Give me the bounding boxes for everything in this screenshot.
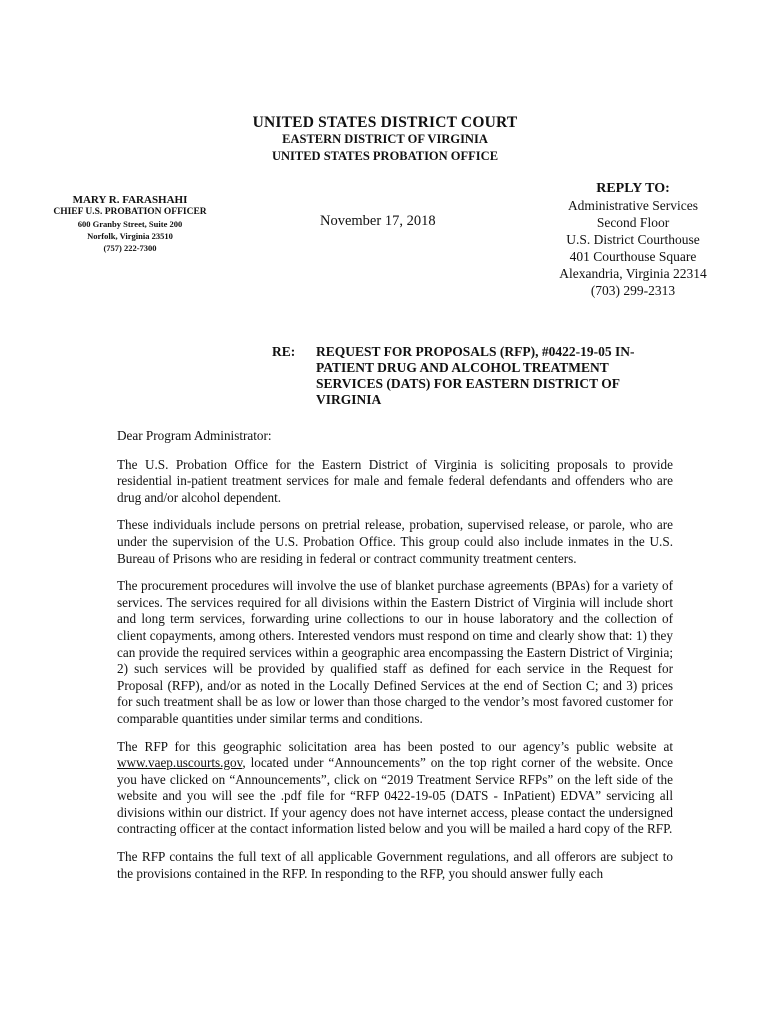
officer-city: Norfolk, Virginia 23510 xyxy=(87,231,173,241)
salutation: Dear Program Administrator: xyxy=(117,428,272,443)
paragraph-2: These individuals include persons on pretrial release, probation, supervised release, or parole, who are under the supervision of the U.S. Probation Office. This group could also include inmates in the U.S. Bureau of Prisons who are residing in federal or contract community treatment centers. xyxy=(117,517,673,566)
reply-to-line: Second Floor xyxy=(596,215,670,230)
paragraph-4 xyxy=(117,739,673,839)
website-link[interactable]: www.vaep.uscourts.gov xyxy=(117,755,243,771)
paragraph-4-text-cont: , located under “Announcements” on the top right corner of the website. Once you have clicked on “Announcements”, click on “2019 Treatment Service RFPs” on the left side of the website and you will see the .pdf file for “RFP 0422-19-05 (DATS - InPatient) EDVA” servicing all divisions within our district. If your agency does not have internet access, please contact the undersigned contracting officer at the contact information listed below and you will be mailed a hard copy of the RFP. xyxy=(117,755,673,837)
reply-to-line: (703) 299-2313 xyxy=(590,283,676,298)
officer-name: MARY R. FARASHAHI xyxy=(72,194,188,206)
reply-to-line: Alexandria, Virginia 22314 xyxy=(559,266,707,281)
paragraph-1: The U.S. Probation Office for the Eastern District of Virginia is soliciting proposals to provide residential in-patient treatment services for male and female federal defendants and offenders who are drug and/or alcohol dependent. xyxy=(117,456,673,505)
reply-to-line: Administrative Services xyxy=(567,198,699,213)
reply-to-line: U.S. District Courthouse xyxy=(566,232,700,247)
court-header xyxy=(0,114,770,165)
paragraph-3: The procurement procedures will involve the use of blanket purchase agreements (BPAs) for a variety of services. The services required for all divisions within the Eastern District of Virginia will include short and long term services, forwarding urine collections to our in house laboratory and the collection of client copayments, among others. Interested vendors must respond on time and clearly show that: 1) they can provide the required services within a geographic area encompassing the Eastern District of Virginia; 2) such services will be provided by qualified staff as defined for each service in the Request for Proposal (RFP), and/or as noted in the Locally Defined Services at the end of Section C; and 3) prices for such treatment shall be as low or lower than those charged to the vendor’s most favored customer for comparable quantities under similar terms and conditions. xyxy=(117,578,673,726)
letter-body xyxy=(117,428,673,893)
reply-to-block xyxy=(548,180,718,299)
reply-to-line: 401 Courthouse Square xyxy=(569,249,697,264)
reply-to-label: REPLY TO: xyxy=(596,181,670,196)
paragraph-5: The RFP contains the full text of all applicable Government regulations, and all offerors are subject to the provisions contained in the RFP. In responding to the RFP, you should answer fully each xyxy=(117,849,673,881)
officer-phone: (757) 222-7300 xyxy=(103,243,157,253)
office-name: UNITED STATES PROBATION OFFICE xyxy=(271,149,499,163)
officer-street: 600 Granby Street, Suite 200 xyxy=(77,219,183,229)
subject-text: REQUEST FOR PROPOSALS (RFP), #0422-19-05 IN-PATIENT DRUG AND ALCOHOL TREATMENT SERVICES (DATS) FOR EASTERN DISTRICT OF VIRGINIA xyxy=(316,344,635,407)
paragraph-4-text: The RFP for this geographic solicitation area has been posted to our agency’s public website at xyxy=(117,738,673,754)
district-name: EASTERN DISTRICT OF VIRGINIA xyxy=(282,132,488,146)
officer-title: CHIEF U.S. PROBATION OFFICER xyxy=(53,207,207,217)
subject-label: RE: xyxy=(272,344,296,359)
court-name: UNITED STATES DISTRICT COURT xyxy=(252,114,518,131)
officer-block xyxy=(46,194,214,254)
letter-date: November 17, 2018 xyxy=(320,213,436,229)
